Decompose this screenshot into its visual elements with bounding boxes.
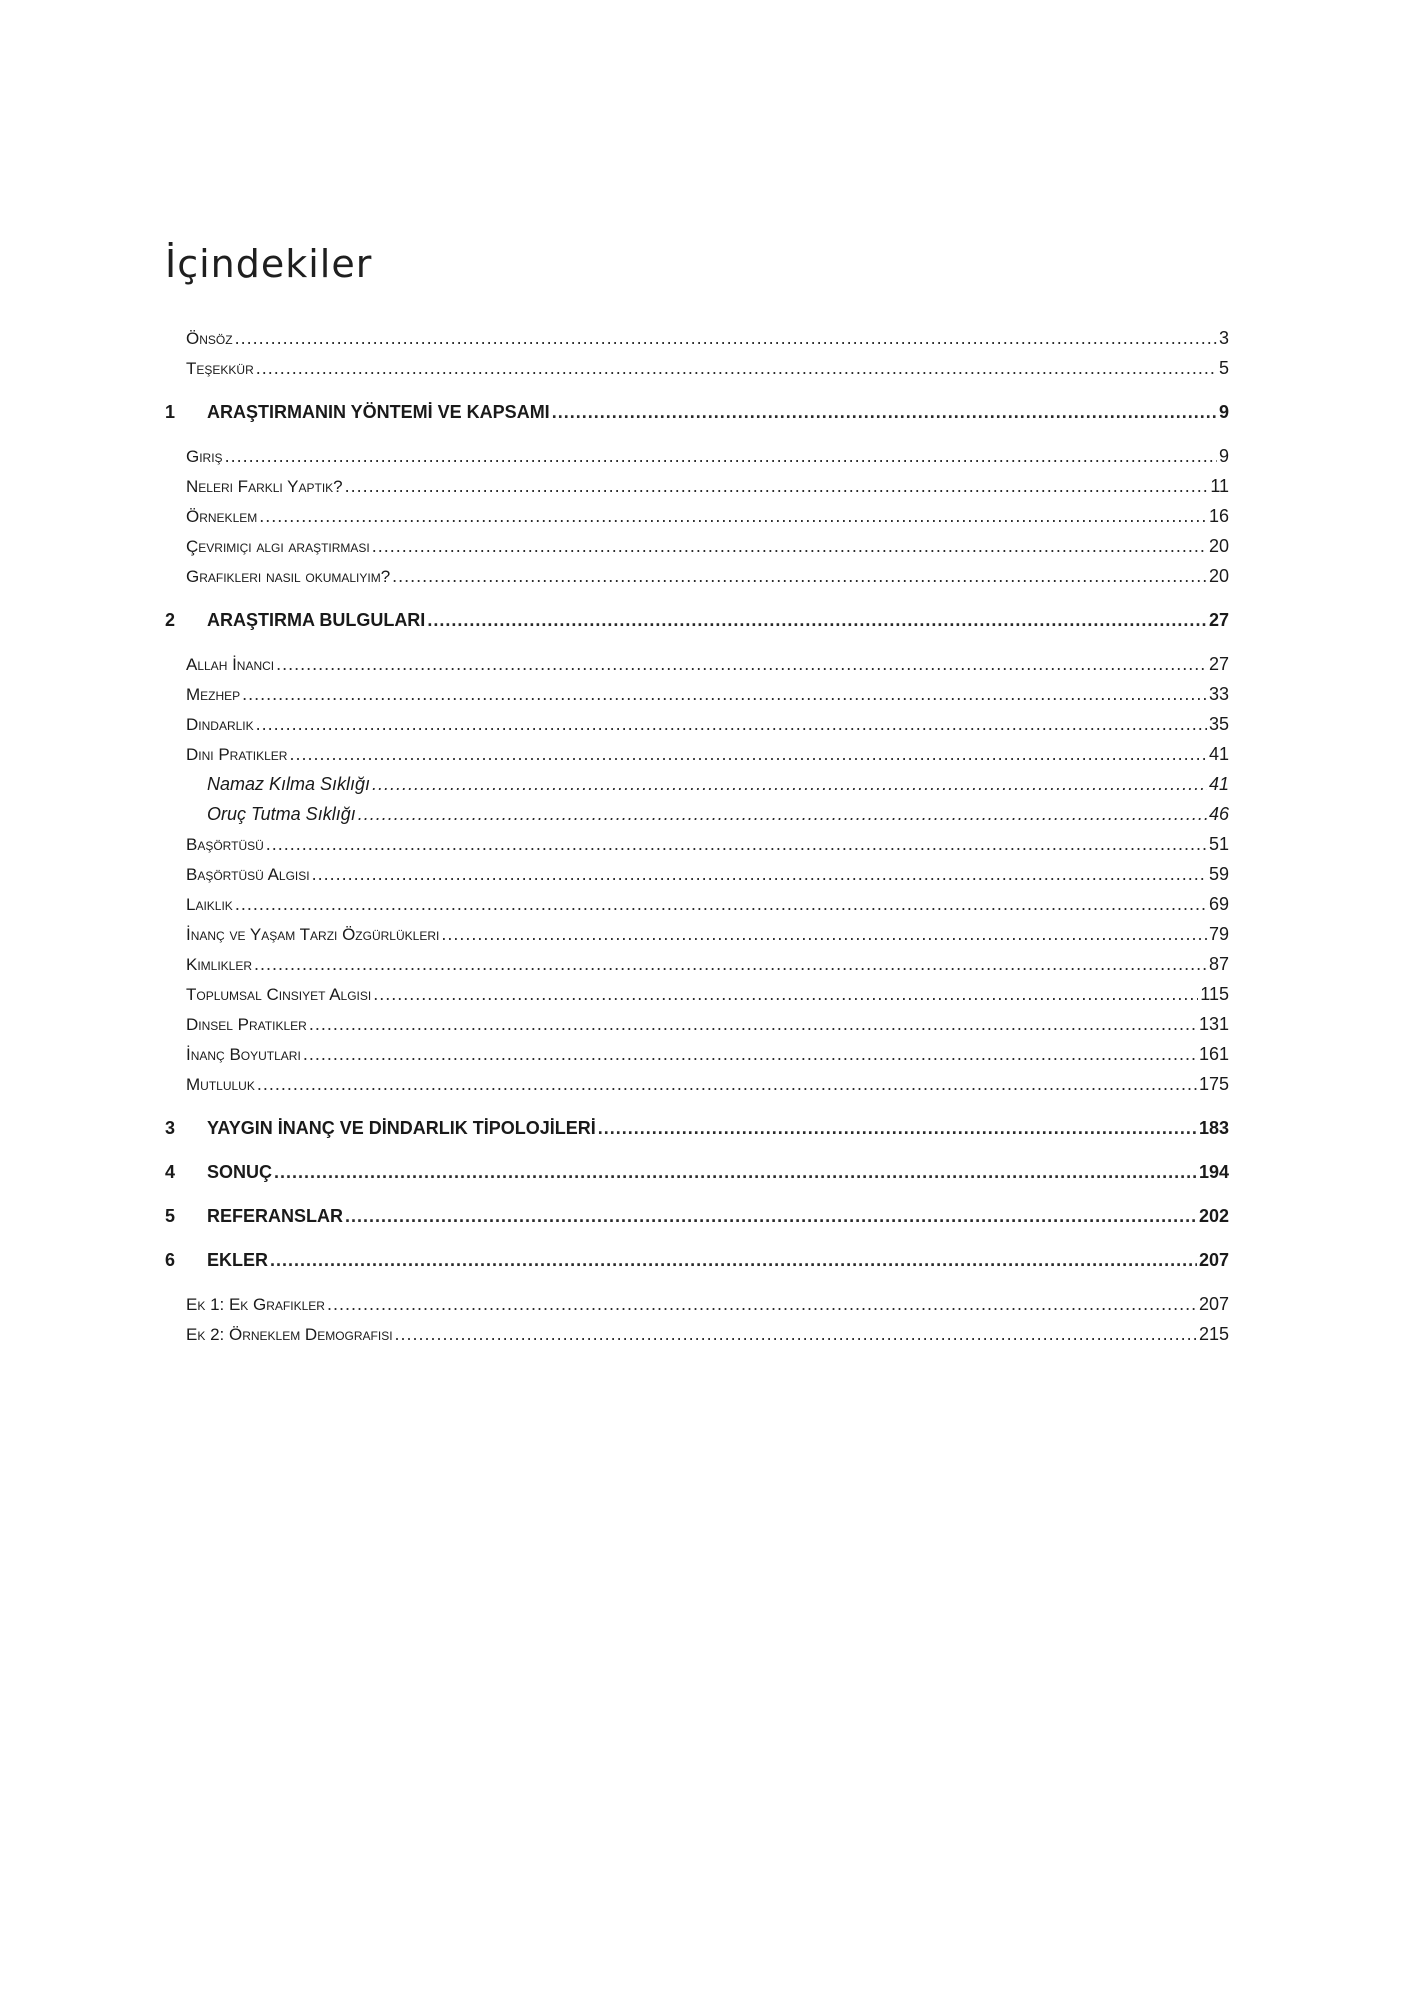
dot-leader	[259, 506, 1207, 527]
toc-entry-page-number: 16	[1208, 506, 1229, 526]
dot-leader	[225, 446, 1217, 467]
dot-leader	[235, 894, 1207, 915]
toc-entry-page-number: 27	[1208, 610, 1229, 630]
dot-leader	[289, 744, 1207, 765]
dot-leader	[309, 1014, 1197, 1035]
toc-entry-page-number: 115	[1200, 984, 1229, 1004]
toc-entry[interactable]	[165, 984, 1229, 1005]
toc-entry-label: ARAŞTIRMA BULGULARI	[207, 610, 426, 630]
toc-entry-label: Oruç Tutma Sıklığı	[207, 804, 356, 824]
toc-entry-page-number: 161	[1198, 1044, 1229, 1064]
toc-entry-page-number: 9	[1218, 446, 1229, 466]
toc-entry[interactable]	[165, 1206, 1229, 1227]
toc-entry-label: Başörtüsü Algısı	[186, 865, 310, 884]
dot-leader	[257, 1074, 1197, 1095]
toc-entry[interactable]	[165, 610, 1229, 631]
dot-leader	[276, 654, 1207, 675]
dot-leader	[598, 1118, 1197, 1139]
toc-entry[interactable]	[165, 1014, 1229, 1035]
toc-entry[interactable]	[165, 1044, 1229, 1065]
toc-entry-page-number: 41	[1208, 774, 1229, 794]
toc-entry[interactable]	[165, 864, 1229, 885]
toc-entry-page-number: 183	[1198, 1118, 1229, 1138]
toc-entry-page-number: 207	[1198, 1294, 1229, 1314]
dot-leader	[392, 566, 1207, 587]
toc-entry-page-number: 27	[1208, 654, 1229, 674]
toc-entry-label: SONUÇ	[207, 1162, 273, 1182]
toc-entry-label: Grafikleri nasıl okumalıyım?	[186, 567, 391, 586]
dot-leader	[552, 402, 1217, 423]
dot-leader	[235, 328, 1217, 349]
dot-leader	[345, 1206, 1197, 1227]
toc-entry[interactable]	[165, 924, 1229, 945]
toc-entry[interactable]	[165, 1162, 1229, 1183]
toc-entry-page-number: 20	[1208, 536, 1229, 556]
toc-entry-label: Dindarlık	[186, 715, 254, 734]
dot-leader	[327, 1294, 1197, 1315]
toc-entry-label: ARAŞTIRMANIN YÖNTEMİ VE KAPSAMI	[207, 402, 550, 422]
toc-entry-page-number: 46	[1208, 804, 1229, 824]
toc-entry-label: Mutluluk	[186, 1075, 255, 1094]
dot-leader	[372, 774, 1207, 795]
toc-entry-label: Allah İnancı	[186, 655, 275, 674]
toc-entry[interactable]	[165, 774, 1229, 795]
toc-entry-page-number: 207	[1198, 1250, 1229, 1270]
dot-leader	[242, 684, 1207, 705]
toc-entry-page-number: 11	[1210, 476, 1229, 496]
toc-entry-page-number: 5	[1218, 358, 1229, 378]
toc-entry-label: İnanç Boyutları	[186, 1045, 301, 1064]
toc-entry-label: Ek 2: Örneklem Demografisi	[186, 1325, 393, 1344]
toc-entry[interactable]	[165, 714, 1229, 735]
toc-entry-page-number: 194	[1198, 1162, 1229, 1182]
toc-entry-label: Mezhep	[186, 685, 241, 704]
toc-entry[interactable]	[165, 402, 1229, 423]
dot-leader	[441, 924, 1207, 945]
toc-entry[interactable]	[165, 328, 1229, 349]
dot-leader	[256, 358, 1217, 379]
toc-entry[interactable]	[165, 506, 1229, 527]
toc-entry[interactable]	[165, 804, 1229, 825]
toc-entry-label: Dinsel Pratikler	[186, 1015, 307, 1034]
toc-entry-page-number: 9	[1218, 402, 1229, 422]
dot-leader	[303, 1044, 1197, 1065]
toc-entry-label: Teşekkür	[186, 359, 254, 378]
toc-entry-label: İnanç ve Yaşam Tarzı Özgürlükleri	[186, 925, 440, 944]
toc-entry[interactable]	[165, 536, 1229, 557]
toc-entry-label: Ek 1: Ek Grafikler	[186, 1295, 325, 1314]
toc-entry-page-number: 202	[1198, 1206, 1229, 1226]
toc-entry[interactable]	[165, 1074, 1229, 1095]
toc-entry-label: Çevrimiçi algı araştırması	[186, 537, 370, 556]
chapter-number: 4	[165, 1162, 176, 1182]
dot-leader	[274, 1162, 1197, 1183]
toc-entry-label: Örneklem	[186, 507, 258, 526]
toc-entry[interactable]	[165, 476, 1229, 497]
toc-entry[interactable]	[165, 744, 1229, 765]
dot-leader	[254, 954, 1207, 975]
toc-entry-label: Kimlikler	[186, 955, 253, 974]
toc-entry[interactable]	[165, 1250, 1229, 1271]
toc-entry-label: Dini Pratikler	[186, 745, 288, 764]
toc-entry[interactable]	[165, 894, 1229, 915]
dot-leader	[312, 864, 1207, 885]
toc-entry-page-number: 87	[1208, 954, 1229, 974]
dot-leader	[372, 536, 1207, 557]
toc-entry[interactable]	[165, 654, 1229, 675]
toc-entry-page-number: 215	[1198, 1324, 1229, 1344]
toc-entry-page-number: 69	[1208, 894, 1229, 914]
dot-leader	[266, 834, 1207, 855]
chapter-number: 6	[165, 1250, 176, 1270]
toc-entry[interactable]	[165, 566, 1229, 587]
toc-entry-page-number: 20	[1208, 566, 1229, 586]
toc-entry[interactable]	[165, 834, 1229, 855]
dot-leader	[345, 476, 1209, 497]
toc-entry-page-number: 41	[1208, 744, 1229, 764]
toc-entry[interactable]	[165, 1294, 1229, 1315]
toc-entry[interactable]	[165, 684, 1229, 705]
dot-leader	[358, 804, 1207, 825]
toc-entry-page-number: 3	[1218, 328, 1229, 348]
toc-title: İçindekiler	[165, 242, 373, 286]
toc-entry[interactable]	[165, 1118, 1229, 1139]
toc-entry-page-number: 131	[1198, 1014, 1229, 1034]
toc-entry[interactable]	[165, 954, 1229, 975]
toc-entry-label: Giriş	[186, 447, 223, 466]
dot-leader	[427, 610, 1207, 631]
chapter-number: 2	[165, 610, 176, 630]
toc-entry-label: Başörtüsü	[186, 835, 264, 854]
toc-entry-page-number: 175	[1198, 1074, 1229, 1094]
toc-entry[interactable]	[165, 446, 1229, 467]
toc-entry-page-number: 79	[1208, 924, 1229, 944]
dot-leader	[256, 714, 1207, 735]
toc-entry-label: Namaz Kılma Sıklığı	[207, 774, 371, 794]
dot-leader	[373, 984, 1198, 1005]
toc-entry-label: EKLER	[207, 1250, 269, 1270]
toc-entry-label: Önsöz	[186, 329, 233, 348]
toc-entry-page-number: 51	[1208, 834, 1229, 854]
dot-leader	[395, 1324, 1197, 1345]
chapter-number: 3	[165, 1118, 176, 1138]
toc-entry-label: Laiklik	[186, 895, 233, 914]
toc-entry-label: REFERANSLAR	[207, 1206, 344, 1226]
chapter-number: 5	[165, 1206, 176, 1226]
toc-entry[interactable]	[165, 1324, 1229, 1345]
toc-entry-page-number: 35	[1208, 714, 1229, 734]
chapter-number: 1	[165, 402, 176, 422]
toc-entry-label: YAYGIN İNANÇ VE DİNDARLIK TİPOLOJİLERİ	[207, 1118, 596, 1138]
dot-leader	[270, 1250, 1197, 1271]
toc-entry[interactable]	[165, 358, 1229, 379]
toc-entry-label: Neleri Farklı Yaptık?	[186, 477, 343, 496]
toc-entry-page-number: 59	[1208, 864, 1229, 884]
toc-entry-label: Toplumsal Cinsiyet Algısı	[186, 985, 372, 1004]
toc-entry-page-number: 33	[1208, 684, 1229, 704]
